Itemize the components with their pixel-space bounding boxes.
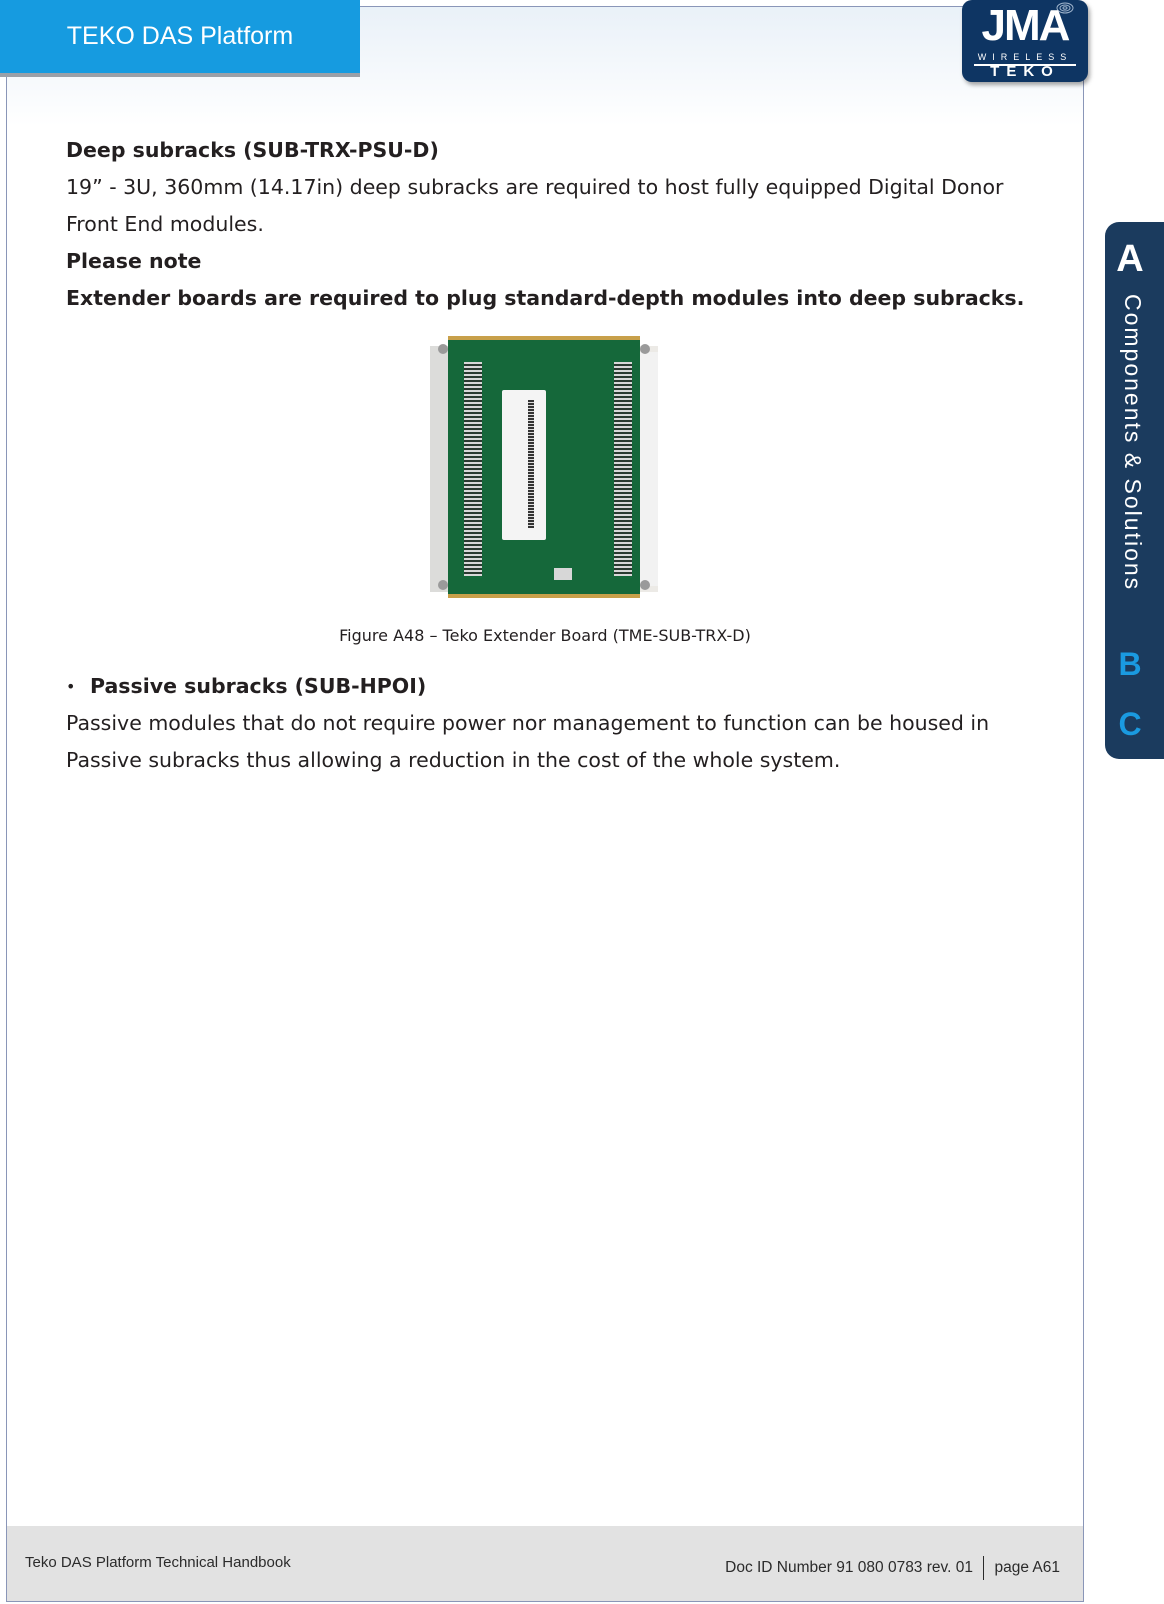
bullet-item <box>66 668 1026 705</box>
logo-sub-text: WIRELESS <box>974 52 1076 66</box>
logo-main-text: JMA <box>981 1 1069 50</box>
section-heading-deep-subracks: Deep subracks (SUB-TRX-PSU-D) <box>66 138 439 162</box>
screw-icon <box>640 580 650 590</box>
extender-board-image <box>430 336 658 598</box>
tab-section-b[interactable]: B <box>1118 646 1142 682</box>
document-title: TEKO DAS Platform <box>66 22 294 50</box>
board-label-sticker <box>502 390 546 540</box>
logo-brand-text: TEKO <box>990 63 1060 80</box>
frame-right-border <box>1083 6 1084 1601</box>
doc-id: Doc ID Number 91 080 0783 rev. 01 <box>725 1559 973 1576</box>
note-text: Extender boards are required to plug standard-depth modules into deep subracks. <box>66 286 1025 310</box>
section-tabs <box>1105 222 1164 759</box>
handbook-title: Teko DAS Platform Technical Handbook <box>25 1554 291 1571</box>
screw-icon <box>640 344 650 354</box>
note-label: Please note <box>66 249 202 273</box>
main-content <box>66 132 1026 317</box>
barcode-icon <box>528 400 534 528</box>
tab-section-a-label: Components & Solutions <box>1120 294 1146 592</box>
paragraph-line: Front End modules. <box>66 212 264 236</box>
board-chip <box>554 568 572 580</box>
tab-section-c[interactable]: C <box>1118 706 1142 742</box>
jma-teko-logo <box>962 0 1088 82</box>
frame-left-border <box>6 76 7 1601</box>
section-heading-passive-subracks: Passive subracks (SUB-HPOI) <box>90 674 427 698</box>
pcb-board <box>448 336 640 598</box>
passive-subracks-section <box>66 668 1026 779</box>
paragraph-line: Passive modules that do not require power nor management to function can be housed in <box>66 711 990 735</box>
screw-icon <box>438 344 448 354</box>
pin-row-left <box>464 362 482 576</box>
screw-icon <box>438 580 448 590</box>
bullet-icon: • <box>66 677 76 696</box>
footer-doc-info <box>725 1556 1060 1580</box>
figure-caption: Figure A48 – Teko Extender Board (TME-SUB-TRX-D) <box>339 626 751 645</box>
page-number: page A61 <box>994 1559 1060 1576</box>
footer-divider <box>983 1556 985 1580</box>
tab-section-a[interactable]: A <box>1116 238 1144 280</box>
paragraph-line: 19” - 3U, 360mm (14.17in) deep subracks are required to host fully equipped Digital Donor <box>66 175 1004 199</box>
paragraph-line: Passive subracks thus allowing a reduction in the cost of the whole system. <box>66 748 841 772</box>
document-title-tab <box>0 0 360 77</box>
page-footer <box>7 1526 1083 1601</box>
frame-bottom-border <box>6 1601 1084 1602</box>
board-connector-right <box>638 352 658 586</box>
pin-row-right <box>614 362 632 576</box>
